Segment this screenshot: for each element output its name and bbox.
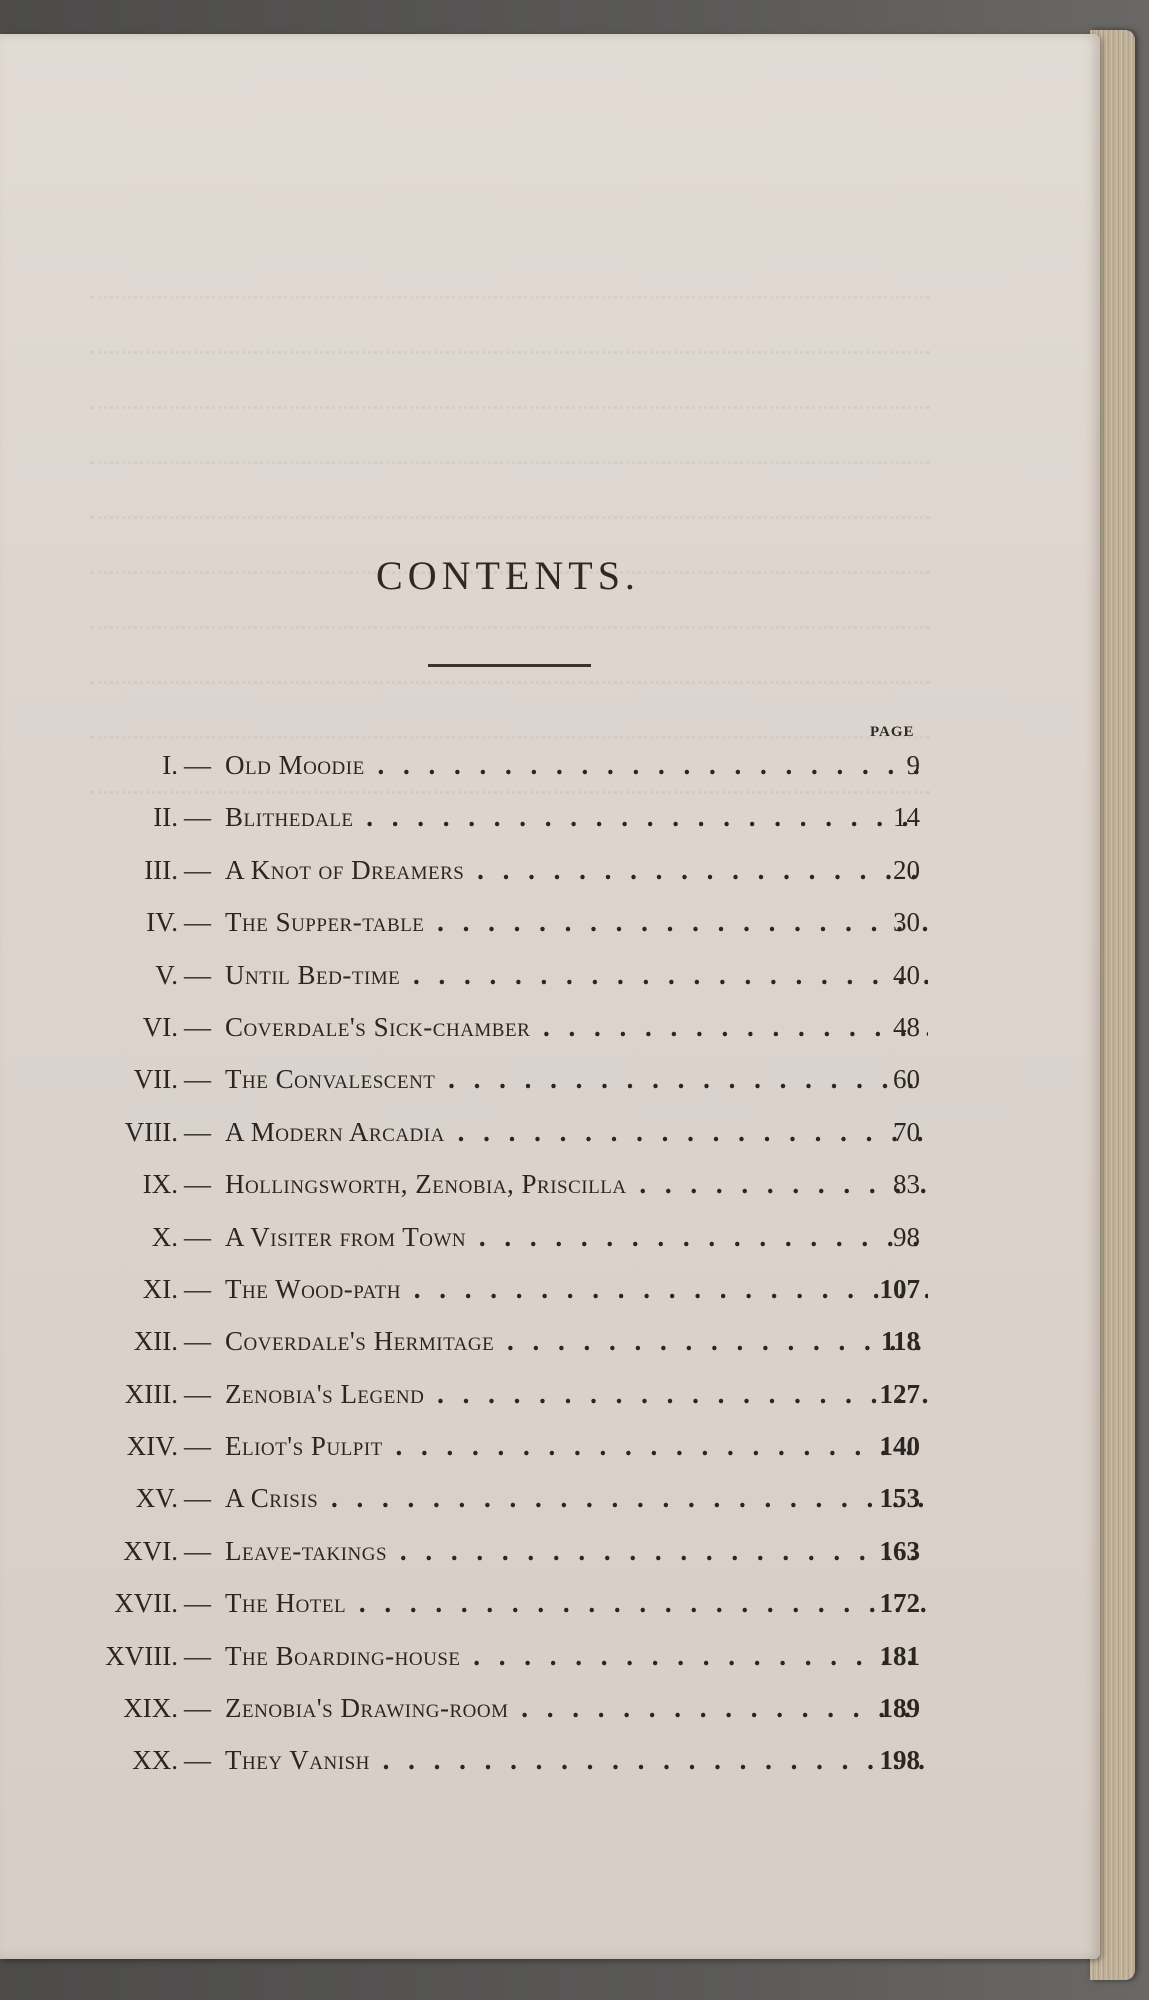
chapter-dash: — (184, 750, 211, 780)
toc-entry (0, 1054, 1100, 1106)
chapter-page-number: 60 (893, 1064, 920, 1095)
chapter-page-number: 198 (879, 1745, 920, 1776)
chapter-page-number: 30 (893, 907, 920, 938)
chapter-dash: — (184, 802, 211, 833)
toc-entry (0, 1421, 1100, 1473)
chapter-page-number: 107 (879, 1273, 920, 1304)
chapter-leader (225, 1483, 928, 1514)
chapter-title: The Convalescent (225, 1064, 436, 1095)
chapter-leader (225, 1326, 928, 1357)
chapter-page-number: 14 (893, 802, 920, 833)
chapter-leader (225, 1588, 928, 1619)
toc-entry (0, 1473, 1100, 1525)
chapter-title: The Supper-table (225, 907, 425, 938)
chapter-number: XVII. (114, 1588, 178, 1619)
chapter-number: XIII. (124, 1378, 178, 1409)
chapter-dash: — (184, 1116, 211, 1147)
chapter-leader (225, 1117, 928, 1148)
chapter-page-number: 127 (879, 1378, 920, 1409)
chapter-leader (225, 1222, 928, 1253)
chapter-leader (225, 907, 928, 938)
chapter-leader (225, 1693, 928, 1724)
toc-entry (0, 792, 1100, 844)
toc-entry (0, 1526, 1100, 1578)
chapter-number: IX. (142, 1169, 178, 1200)
chapter-title: Eliot's Pulpit (225, 1431, 383, 1462)
chapter-number: XX. (132, 1745, 178, 1776)
chapter-dash: — (184, 1011, 211, 1042)
chapter-dash: — (184, 1588, 211, 1619)
toc-entry (0, 1212, 1100, 1264)
chapter-title: The Hotel (225, 1588, 347, 1619)
toc-entry (0, 740, 1100, 792)
chapter-leader (225, 1064, 928, 1095)
book-page (0, 34, 1100, 1959)
chapter-dash: — (184, 1273, 211, 1304)
chapter-title: A Modern Arcadia (225, 1116, 445, 1147)
chapter-number: X. (151, 1221, 178, 1252)
chapter-number: III. (144, 854, 178, 885)
toc-entry (0, 1316, 1100, 1368)
chapter-dash: — (184, 1221, 211, 1252)
chapter-page-number: 153 (879, 1483, 920, 1514)
title-rule (428, 664, 591, 667)
chapter-leader (225, 1379, 928, 1410)
chapter-title: Old Moodie (225, 750, 365, 780)
table-of-contents (0, 740, 1100, 1788)
chapter-page-number: 70 (893, 1116, 920, 1147)
chapter-dash: — (184, 854, 211, 885)
chapter-title: Zenobia's Legend (225, 1378, 425, 1409)
page-column-label: PAGE (870, 724, 915, 740)
chapter-page-number: 83 (893, 1169, 920, 1200)
chapter-page-number: 48 (893, 1011, 920, 1042)
chapter-title: A Crisis (225, 1483, 319, 1514)
chapter-number: XVI. (123, 1535, 178, 1566)
chapter-number: XIX. (123, 1693, 178, 1724)
chapter-title: Hollingsworth, Zenobia, Priscilla (225, 1169, 627, 1200)
chapter-dash: — (184, 1535, 211, 1566)
chapter-title: The Boarding-house (225, 1640, 461, 1671)
chapter-dash: — (184, 1431, 211, 1462)
show-through-text (90, 244, 930, 804)
toc-entry (0, 1159, 1100, 1211)
chapter-page-number: 189 (879, 1693, 920, 1724)
chapter-leader (225, 960, 928, 991)
chapter-leader (225, 855, 928, 886)
chapter-dash: — (184, 1378, 211, 1409)
chapter-number: V. (155, 959, 178, 990)
chapter-dash: — (184, 907, 211, 938)
page-title: CONTENTS. (376, 553, 640, 598)
chapter-page-number: 140 (879, 1431, 920, 1462)
chapter-dash: — (184, 1483, 211, 1514)
chapter-leader (225, 1169, 928, 1200)
toc-entry (0, 1578, 1100, 1630)
toc-entry (0, 845, 1100, 897)
chapter-dash: — (184, 1640, 211, 1671)
chapter-leader (225, 750, 928, 781)
chapter-number: I. (162, 750, 178, 780)
toc-entry (0, 1683, 1100, 1735)
chapter-dash: — (184, 1169, 211, 1200)
chapter-title: Until Bed-time (225, 959, 401, 990)
chapter-title: They Vanish (225, 1745, 370, 1776)
toc-entry (0, 897, 1100, 949)
chapter-number: VII. (133, 1064, 178, 1095)
toc-entry (0, 950, 1100, 1002)
chapter-title: Leave-takings (225, 1535, 388, 1566)
chapter-leader (225, 1745, 928, 1776)
chapter-leader (225, 1431, 928, 1462)
chapter-dash: — (184, 1745, 211, 1776)
chapter-page-number: 40 (893, 959, 920, 990)
chapter-page-number: 9 (906, 750, 920, 780)
chapter-leader (225, 1641, 928, 1672)
chapter-page-number: 172 (879, 1588, 920, 1619)
chapter-leader (225, 1012, 928, 1043)
chapter-dash: — (184, 959, 211, 990)
toc-entry (0, 1631, 1100, 1683)
chapter-dash: — (184, 1326, 211, 1357)
chapter-number: XII. (133, 1326, 178, 1357)
chapter-page-number: 163 (879, 1535, 920, 1566)
chapter-number: XV. (135, 1483, 178, 1514)
chapter-number: IV. (146, 907, 178, 938)
chapter-title: Zenobia's Drawing-room (225, 1693, 509, 1724)
chapter-number: VIII. (124, 1116, 178, 1147)
toc-entry (0, 1369, 1100, 1421)
chapter-title: A Knot of Dreamers (225, 854, 465, 885)
chapter-title: Coverdale's Hermitage (225, 1326, 495, 1357)
toc-entry (0, 1735, 1100, 1787)
chapter-number: XVIII. (105, 1640, 178, 1671)
chapter-title: The Wood-path (225, 1273, 401, 1304)
toc-entry (0, 1002, 1100, 1054)
chapter-page-number: 20 (893, 854, 920, 885)
chapter-page-number: 98 (893, 1221, 920, 1252)
toc-entry (0, 1107, 1100, 1159)
chapter-number: II. (153, 802, 178, 833)
chapter-title: A Visiter from Town (225, 1221, 467, 1252)
chapter-page-number: 181 (879, 1640, 920, 1671)
chapter-leader (225, 1274, 928, 1305)
chapter-number: XIV. (126, 1431, 178, 1462)
chapter-leader (225, 802, 928, 833)
chapter-dash: — (184, 1064, 211, 1095)
chapter-title: Coverdale's Sick-chamber (225, 1011, 531, 1042)
chapter-leader (225, 1536, 928, 1567)
chapter-number: XI. (142, 1273, 178, 1304)
chapter-title: Blithedale (225, 802, 354, 833)
chapter-page-number: 118 (880, 1326, 920, 1357)
chapter-number: VI. (142, 1011, 178, 1042)
chapter-dash: — (184, 1693, 211, 1724)
toc-entry (0, 1264, 1100, 1316)
